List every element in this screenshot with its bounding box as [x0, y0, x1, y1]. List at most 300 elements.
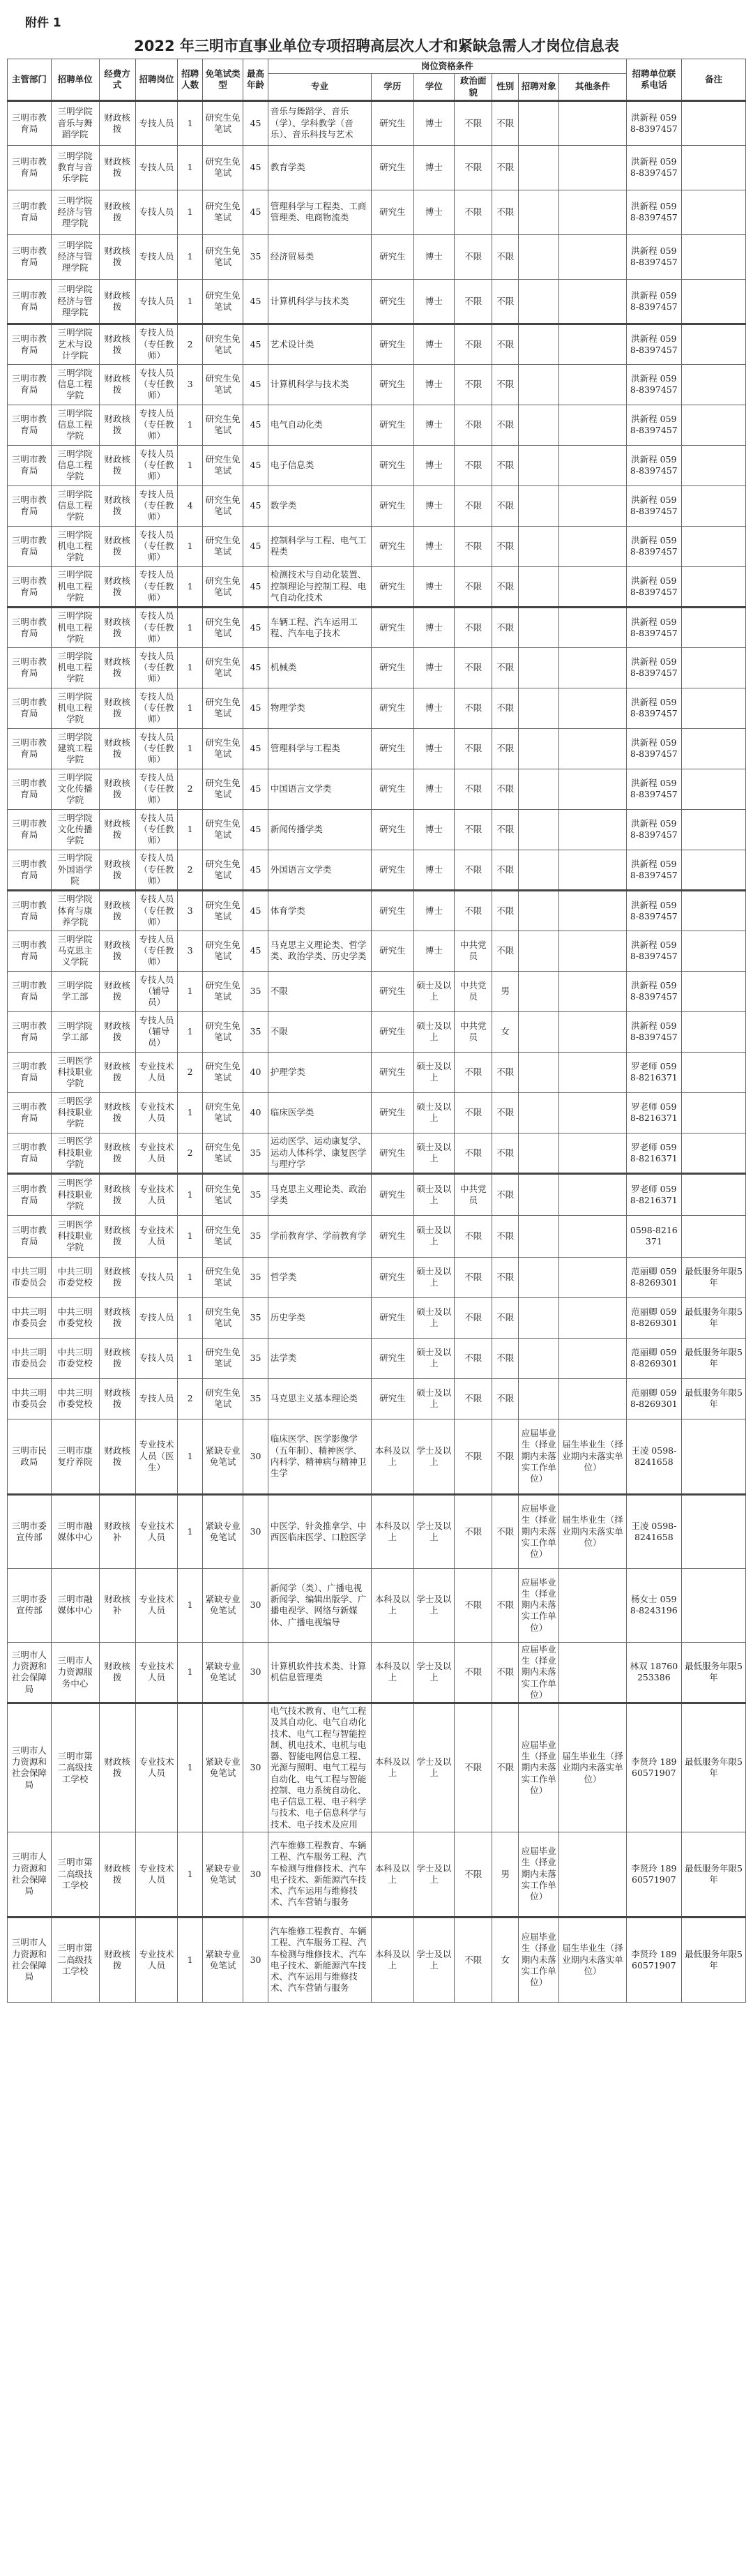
cell-political: 不限 — [455, 688, 492, 728]
cell-post: 专技人员（专任教师） — [135, 485, 178, 526]
cell-num: 1 — [178, 607, 203, 647]
cell-target — [519, 1092, 559, 1133]
cell-major: 管理科学与工程类、工商管理类、电商物流类 — [268, 190, 371, 234]
cell-degree: 硕士及以上 — [413, 1173, 454, 1215]
header-age: 最高年龄 — [243, 59, 268, 101]
cell-num: 1 — [178, 809, 203, 850]
cell-gender: 不限 — [492, 728, 519, 769]
cell-major: 不限 — [268, 971, 371, 1011]
cell-age: 45 — [243, 607, 268, 647]
cell-remark — [682, 971, 746, 1011]
cell-funding: 财政核拨 — [99, 100, 135, 145]
cell-contact: 洪新程 0598-8397457 — [626, 647, 681, 688]
cell-age: 45 — [243, 931, 268, 971]
cell-degree: 学士及以上 — [413, 1419, 454, 1494]
cell-degree: 博士 — [413, 234, 454, 279]
cell-num: 1 — [178, 526, 203, 566]
cell-target — [519, 607, 559, 647]
cell-edu: 研究生 — [372, 1297, 414, 1338]
cell-political: 不限 — [455, 769, 492, 809]
cell-gender: 不限 — [492, 1297, 519, 1338]
cell-other — [559, 1832, 626, 1917]
cell-post: 专技人员 — [135, 1257, 178, 1297]
cell-edu: 研究生 — [372, 405, 414, 445]
table-row — [8, 1917, 746, 2002]
table-row — [8, 445, 746, 485]
cell-age: 45 — [243, 145, 268, 190]
cell-contact: 洪新程 0598-8397457 — [626, 364, 681, 405]
cell-exam: 研究生免笔试 — [202, 1257, 243, 1297]
cell-age: 35 — [243, 234, 268, 279]
cell-target: 应届毕业生（择业期内未落实工作单位） — [519, 1703, 559, 1832]
cell-other — [559, 1133, 626, 1173]
header-gender: 性别 — [492, 74, 519, 101]
cell-remark — [682, 234, 746, 279]
cell-other — [559, 769, 626, 809]
cell-funding: 财政核拨 — [99, 1378, 135, 1419]
cell-edu: 研究生 — [372, 1378, 414, 1419]
cell-unit: 三明市第二高级技工学校 — [51, 1703, 99, 1832]
cell-exam: 紧缺专业免笔试 — [202, 1832, 243, 1917]
cell-degree: 博士 — [413, 647, 454, 688]
cell-post: 专业技术人员 — [135, 1917, 178, 2002]
cell-dept: 三明市教育局 — [8, 1133, 52, 1173]
cell-contact: 林双 18760253386 — [626, 1642, 681, 1703]
cell-age: 35 — [243, 1338, 268, 1378]
cell-target — [519, 688, 559, 728]
cell-num: 3 — [178, 931, 203, 971]
cell-degree: 学士及以上 — [413, 1568, 454, 1642]
cell-degree: 硕士及以上 — [413, 1378, 454, 1419]
cell-num: 1 — [178, 647, 203, 688]
cell-age: 35 — [243, 971, 268, 1011]
cell-num: 2 — [178, 769, 203, 809]
cell-exam: 研究生免笔试 — [202, 324, 243, 364]
table-row — [8, 405, 746, 445]
cell-other — [559, 1338, 626, 1378]
cell-dept: 三明市教育局 — [8, 769, 52, 809]
header-remark: 备注 — [682, 59, 746, 101]
cell-unit: 三明学院机电工程学院 — [51, 526, 99, 566]
cell-exam: 研究生免笔试 — [202, 100, 243, 145]
cell-gender: 不限 — [492, 890, 519, 931]
cell-target — [519, 145, 559, 190]
cell-unit: 三明学院音乐与舞蹈学院 — [51, 100, 99, 145]
cell-other — [559, 1378, 626, 1419]
cell-age: 40 — [243, 1052, 268, 1092]
table-group — [8, 890, 746, 1173]
cell-political: 不限 — [455, 850, 492, 890]
table-row — [8, 1494, 746, 1568]
cell-dept: 三明市人力资源和社会保障局 — [8, 1642, 52, 1703]
cell-funding: 财政核拨 — [99, 1832, 135, 1917]
cell-remark: 最低服务年限5年 — [682, 1338, 746, 1378]
cell-funding: 财政核拨 — [99, 1052, 135, 1092]
cell-dept: 三明市教育局 — [8, 405, 52, 445]
cell-gender: 不限 — [492, 100, 519, 145]
header-dept: 主管部门 — [8, 59, 52, 101]
cell-remark — [682, 324, 746, 364]
cell-remark — [682, 890, 746, 931]
cell-post: 专业技术人员 — [135, 1568, 178, 1642]
cell-target — [519, 1133, 559, 1173]
cell-funding: 财政核拨 — [99, 1338, 135, 1378]
cell-gender: 不限 — [492, 145, 519, 190]
cell-political: 不限 — [455, 809, 492, 850]
cell-dept: 三明市人力资源和社会保障局 — [8, 1917, 52, 2002]
cell-target — [519, 405, 559, 445]
cell-funding: 财政核补 — [99, 1494, 135, 1568]
cell-political: 不限 — [455, 647, 492, 688]
cell-other — [559, 931, 626, 971]
cell-edu: 研究生 — [372, 1092, 414, 1133]
cell-edu: 研究生 — [372, 850, 414, 890]
cell-remark — [682, 526, 746, 566]
cell-exam: 研究生免笔试 — [202, 1052, 243, 1092]
cell-remark — [682, 1133, 746, 1173]
cell-edu: 研究生 — [372, 1052, 414, 1092]
cell-post: 专业技术人员（医生） — [135, 1419, 178, 1494]
cell-political: 不限 — [455, 1832, 492, 1917]
cell-gender: 不限 — [492, 234, 519, 279]
cell-other — [559, 526, 626, 566]
cell-major: 法学类 — [268, 1338, 371, 1378]
cell-age: 35 — [243, 1297, 268, 1338]
cell-target — [519, 234, 559, 279]
cell-gender: 不限 — [492, 647, 519, 688]
cell-dept: 三明市教育局 — [8, 100, 52, 145]
cell-target — [519, 809, 559, 850]
cell-other — [559, 364, 626, 405]
cell-exam: 紧缺专业免笔试 — [202, 1642, 243, 1703]
cell-funding: 财政核拨 — [99, 279, 135, 324]
cell-gender: 不限 — [492, 931, 519, 971]
cell-target — [519, 728, 559, 769]
cell-dept: 三明市教育局 — [8, 485, 52, 526]
cell-gender: 不限 — [492, 1052, 519, 1092]
cell-edu: 本科及以上 — [372, 1568, 414, 1642]
cell-dept: 三明市教育局 — [8, 566, 52, 607]
cell-political: 不限 — [455, 1297, 492, 1338]
cell-post: 专技人员 — [135, 1378, 178, 1419]
cell-exam: 研究生免笔试 — [202, 728, 243, 769]
cell-funding: 财政核拨 — [99, 1133, 135, 1173]
cell-num: 1 — [178, 279, 203, 324]
cell-remark — [682, 769, 746, 809]
cell-unit: 三明学院教育与音乐学院 — [51, 145, 99, 190]
cell-post: 专技人员 — [135, 145, 178, 190]
header-edu: 学历 — [372, 74, 414, 101]
cell-dept: 三明市教育局 — [8, 1092, 52, 1133]
cell-gender: 不限 — [492, 607, 519, 647]
cell-major: 控制科学与工程、电气工程类 — [268, 526, 371, 566]
cell-unit: 三明学院学工部 — [51, 971, 99, 1011]
cell-edu: 研究生 — [372, 809, 414, 850]
cell-other — [559, 971, 626, 1011]
cell-gender: 不限 — [492, 279, 519, 324]
cell-political: 中共党员 — [455, 1011, 492, 1052]
cell-unit: 中共三明市委党校 — [51, 1338, 99, 1378]
header-target: 招聘对象 — [519, 74, 559, 101]
cell-remark — [682, 145, 746, 190]
cell-political: 不限 — [455, 279, 492, 324]
cell-major: 物理学类 — [268, 688, 371, 728]
cell-num: 1 — [178, 1832, 203, 1917]
cell-num: 1 — [178, 1703, 203, 1832]
cell-remark: 最低服务年限5年 — [682, 1378, 746, 1419]
cell-unit: 中共三明市委党校 — [51, 1257, 99, 1297]
table-row — [8, 526, 746, 566]
cell-age: 45 — [243, 364, 268, 405]
cell-age: 35 — [243, 1133, 268, 1173]
cell-contact: 洪新程 0598-8397457 — [626, 769, 681, 809]
cell-edu: 研究生 — [372, 607, 414, 647]
cell-degree: 博士 — [413, 809, 454, 850]
cell-dept: 三明市教育局 — [8, 607, 52, 647]
cell-age: 30 — [243, 1494, 268, 1568]
cell-gender: 不限 — [492, 526, 519, 566]
cell-age: 30 — [243, 1703, 268, 1832]
table-row — [8, 850, 746, 890]
cell-dept: 三明市教育局 — [8, 190, 52, 234]
cell-contact: 洪新程 0598-8397457 — [626, 279, 681, 324]
cell-unit: 三明学院信息工程学院 — [51, 364, 99, 405]
cell-dept: 三明市教育局 — [8, 728, 52, 769]
table-row — [8, 769, 746, 809]
cell-target — [519, 850, 559, 890]
cell-target — [519, 1338, 559, 1378]
cell-contact: 洪新程 0598-8397457 — [626, 485, 681, 526]
cell-remark — [682, 279, 746, 324]
cell-post: 专技人员（专任教师） — [135, 769, 178, 809]
cell-major: 计算机软件技术类、计算机信息管理类 — [268, 1642, 371, 1703]
cell-target — [519, 890, 559, 931]
cell-funding: 财政核拨 — [99, 728, 135, 769]
cell-num: 1 — [178, 1011, 203, 1052]
cell-gender: 不限 — [492, 1173, 519, 1215]
cell-unit: 三明市融媒体中心 — [51, 1568, 99, 1642]
cell-political: 不限 — [455, 485, 492, 526]
cell-target — [519, 971, 559, 1011]
cell-dept: 三明市人力资源和社会保障局 — [8, 1832, 52, 1917]
table-row — [8, 1338, 746, 1378]
cell-contact: 范丽卿 0598-8269301 — [626, 1297, 681, 1338]
cell-edu: 本科及以上 — [372, 1917, 414, 2002]
cell-major: 体育学类 — [268, 890, 371, 931]
cell-remark — [682, 1092, 746, 1133]
cell-degree: 硕士及以上 — [413, 1215, 454, 1257]
cell-remark: 最低服务年限5年 — [682, 1703, 746, 1832]
cell-exam: 研究生免笔试 — [202, 647, 243, 688]
attachment-label: 附件 1 — [25, 16, 61, 30]
cell-post: 专技人员（专任教师） — [135, 890, 178, 931]
cell-degree: 硕士及以上 — [413, 1133, 454, 1173]
cell-edu: 本科及以上 — [372, 1832, 414, 1917]
cell-edu: 研究生 — [372, 566, 414, 607]
cell-remark — [682, 728, 746, 769]
cell-dept: 三明市教育局 — [8, 1011, 52, 1052]
header-unit: 招聘单位 — [51, 59, 99, 101]
cell-gender: 不限 — [492, 1215, 519, 1257]
cell-degree: 硕士及以上 — [413, 1338, 454, 1378]
cell-exam: 研究生免笔试 — [202, 190, 243, 234]
cell-dept: 三明市教育局 — [8, 647, 52, 688]
cell-post: 专业技术人员 — [135, 1494, 178, 1568]
cell-funding: 财政核拨 — [99, 145, 135, 190]
cell-unit: 三明市康复疗养院 — [51, 1419, 99, 1494]
cell-unit: 中共三明市委党校 — [51, 1378, 99, 1419]
cell-target — [519, 769, 559, 809]
cell-major: 机械类 — [268, 647, 371, 688]
cell-dept: 三明市教育局 — [8, 445, 52, 485]
cell-political: 不限 — [455, 190, 492, 234]
cell-degree: 学士及以上 — [413, 1703, 454, 1832]
cell-edu: 研究生 — [372, 647, 414, 688]
table-row — [8, 1419, 746, 1494]
cell-gender: 不限 — [492, 324, 519, 364]
cell-gender: 不限 — [492, 485, 519, 526]
cell-num: 1 — [178, 1338, 203, 1378]
table-group — [8, 607, 746, 890]
cell-degree: 学士及以上 — [413, 1917, 454, 2002]
cell-other — [559, 485, 626, 526]
cell-num: 1 — [178, 1642, 203, 1703]
cell-unit: 三明医学科技职业学院 — [51, 1133, 99, 1173]
cell-funding: 财政核拨 — [99, 566, 135, 607]
table-row — [8, 566, 746, 607]
cell-major: 艺术设计类 — [268, 324, 371, 364]
header-contact: 招聘单位联系电话 — [626, 59, 681, 101]
cell-exam: 研究生免笔试 — [202, 890, 243, 931]
cell-age: 45 — [243, 850, 268, 890]
cell-degree: 博士 — [413, 728, 454, 769]
cell-contact: 洪新程 0598-8397457 — [626, 1011, 681, 1052]
cell-political: 不限 — [455, 1338, 492, 1378]
cell-edu: 研究生 — [372, 364, 414, 405]
cell-dept: 三明市教育局 — [8, 234, 52, 279]
cell-dept: 三明市教育局 — [8, 364, 52, 405]
table-row — [8, 1568, 746, 1642]
cell-funding: 财政核拨 — [99, 1011, 135, 1052]
cell-age: 45 — [243, 890, 268, 931]
cell-unit: 三明学院经济与管理学院 — [51, 279, 99, 324]
cell-funding: 财政核拨 — [99, 364, 135, 405]
cell-edu: 本科及以上 — [372, 1419, 414, 1494]
cell-exam: 紧缺专业免笔试 — [202, 1419, 243, 1494]
cell-funding: 财政核补 — [99, 1568, 135, 1642]
cell-funding: 财政核拨 — [99, 1419, 135, 1494]
table-row — [8, 1257, 746, 1297]
cell-degree: 博士 — [413, 190, 454, 234]
cell-target — [519, 279, 559, 324]
cell-exam: 研究生免笔试 — [202, 607, 243, 647]
table-header — [8, 59, 746, 101]
cell-funding: 财政核拨 — [99, 445, 135, 485]
cell-remark: 最低服务年限5年 — [682, 1257, 746, 1297]
cell-target — [519, 445, 559, 485]
cell-exam: 研究生免笔试 — [202, 566, 243, 607]
cell-target: 应届毕业生（择业期内未落实工作单位） — [519, 1917, 559, 2002]
cell-num: 1 — [178, 445, 203, 485]
cell-exam: 研究生免笔试 — [202, 931, 243, 971]
cell-other — [559, 688, 626, 728]
cell-degree: 博士 — [413, 526, 454, 566]
cell-unit: 三明医学科技职业学院 — [51, 1215, 99, 1257]
cell-target — [519, 931, 559, 971]
cell-age: 45 — [243, 405, 268, 445]
cell-remark — [682, 485, 746, 526]
cell-major: 学前教育学、学前教育学 — [268, 1215, 371, 1257]
cell-degree: 博士 — [413, 607, 454, 647]
cell-major: 哲学类 — [268, 1257, 371, 1297]
cell-exam: 紧缺专业免笔试 — [202, 1568, 243, 1642]
cell-unit: 三明学院信息工程学院 — [51, 405, 99, 445]
cell-post: 专技人员（辅导员） — [135, 1011, 178, 1052]
cell-post: 专业技术人员 — [135, 1173, 178, 1215]
cell-num: 3 — [178, 890, 203, 931]
cell-target: 应届毕业生（择业期内未落实工作单位） — [519, 1642, 559, 1703]
cell-other — [559, 890, 626, 931]
cell-gender: 不限 — [492, 1642, 519, 1703]
cell-political: 不限 — [455, 405, 492, 445]
cell-edu: 本科及以上 — [372, 1642, 414, 1703]
cell-political: 不限 — [455, 1378, 492, 1419]
cell-target: 应届毕业生（择业期内未落实工作单位） — [519, 1568, 559, 1642]
cell-funding: 财政核拨 — [99, 1092, 135, 1133]
cell-age: 45 — [243, 445, 268, 485]
cell-political: 不限 — [455, 145, 492, 190]
cell-unit: 三明学院信息工程学院 — [51, 445, 99, 485]
cell-dept: 三明市民政局 — [8, 1419, 52, 1494]
cell-target — [519, 1052, 559, 1092]
cell-political: 不限 — [455, 234, 492, 279]
cell-age: 35 — [243, 1011, 268, 1052]
cell-other — [559, 1092, 626, 1133]
cell-num: 2 — [178, 1133, 203, 1173]
cell-contact: 洪新程 0598-8397457 — [626, 405, 681, 445]
cell-contact: 洪新程 0598-8397457 — [626, 445, 681, 485]
cell-exam: 紧缺专业免笔试 — [202, 1703, 243, 1832]
cell-post: 专技人员（专任教师） — [135, 647, 178, 688]
cell-post: 专业技术人员 — [135, 1215, 178, 1257]
cell-age: 30 — [243, 1419, 268, 1494]
cell-political: 不限 — [455, 1568, 492, 1642]
cell-degree: 博士 — [413, 931, 454, 971]
cell-degree: 学士及以上 — [413, 1832, 454, 1917]
cell-other — [559, 1642, 626, 1703]
cell-age: 35 — [243, 1215, 268, 1257]
cell-dept: 三明市教育局 — [8, 324, 52, 364]
cell-target — [519, 1378, 559, 1419]
cell-gender: 不限 — [492, 1257, 519, 1297]
cell-political: 不限 — [455, 1917, 492, 2002]
cell-gender: 不限 — [492, 364, 519, 405]
table-row — [8, 1215, 746, 1257]
cell-edu: 本科及以上 — [372, 1494, 414, 1568]
cell-target — [519, 485, 559, 526]
table-row — [8, 809, 746, 850]
cell-unit: 三明学院马克思主义学院 — [51, 931, 99, 971]
cell-contact: 洪新程 0598-8397457 — [626, 688, 681, 728]
cell-unit: 三明学院艺术与设计学院 — [51, 324, 99, 364]
cell-exam: 研究生免笔试 — [202, 1338, 243, 1378]
cell-unit: 三明医学科技职业学院 — [51, 1092, 99, 1133]
cell-remark — [682, 405, 746, 445]
cell-other — [559, 324, 626, 364]
cell-unit: 三明医学科技职业学院 — [51, 1173, 99, 1215]
cell-other — [559, 1173, 626, 1215]
cell-contact: 范丽卿 0598-8269301 — [626, 1257, 681, 1297]
